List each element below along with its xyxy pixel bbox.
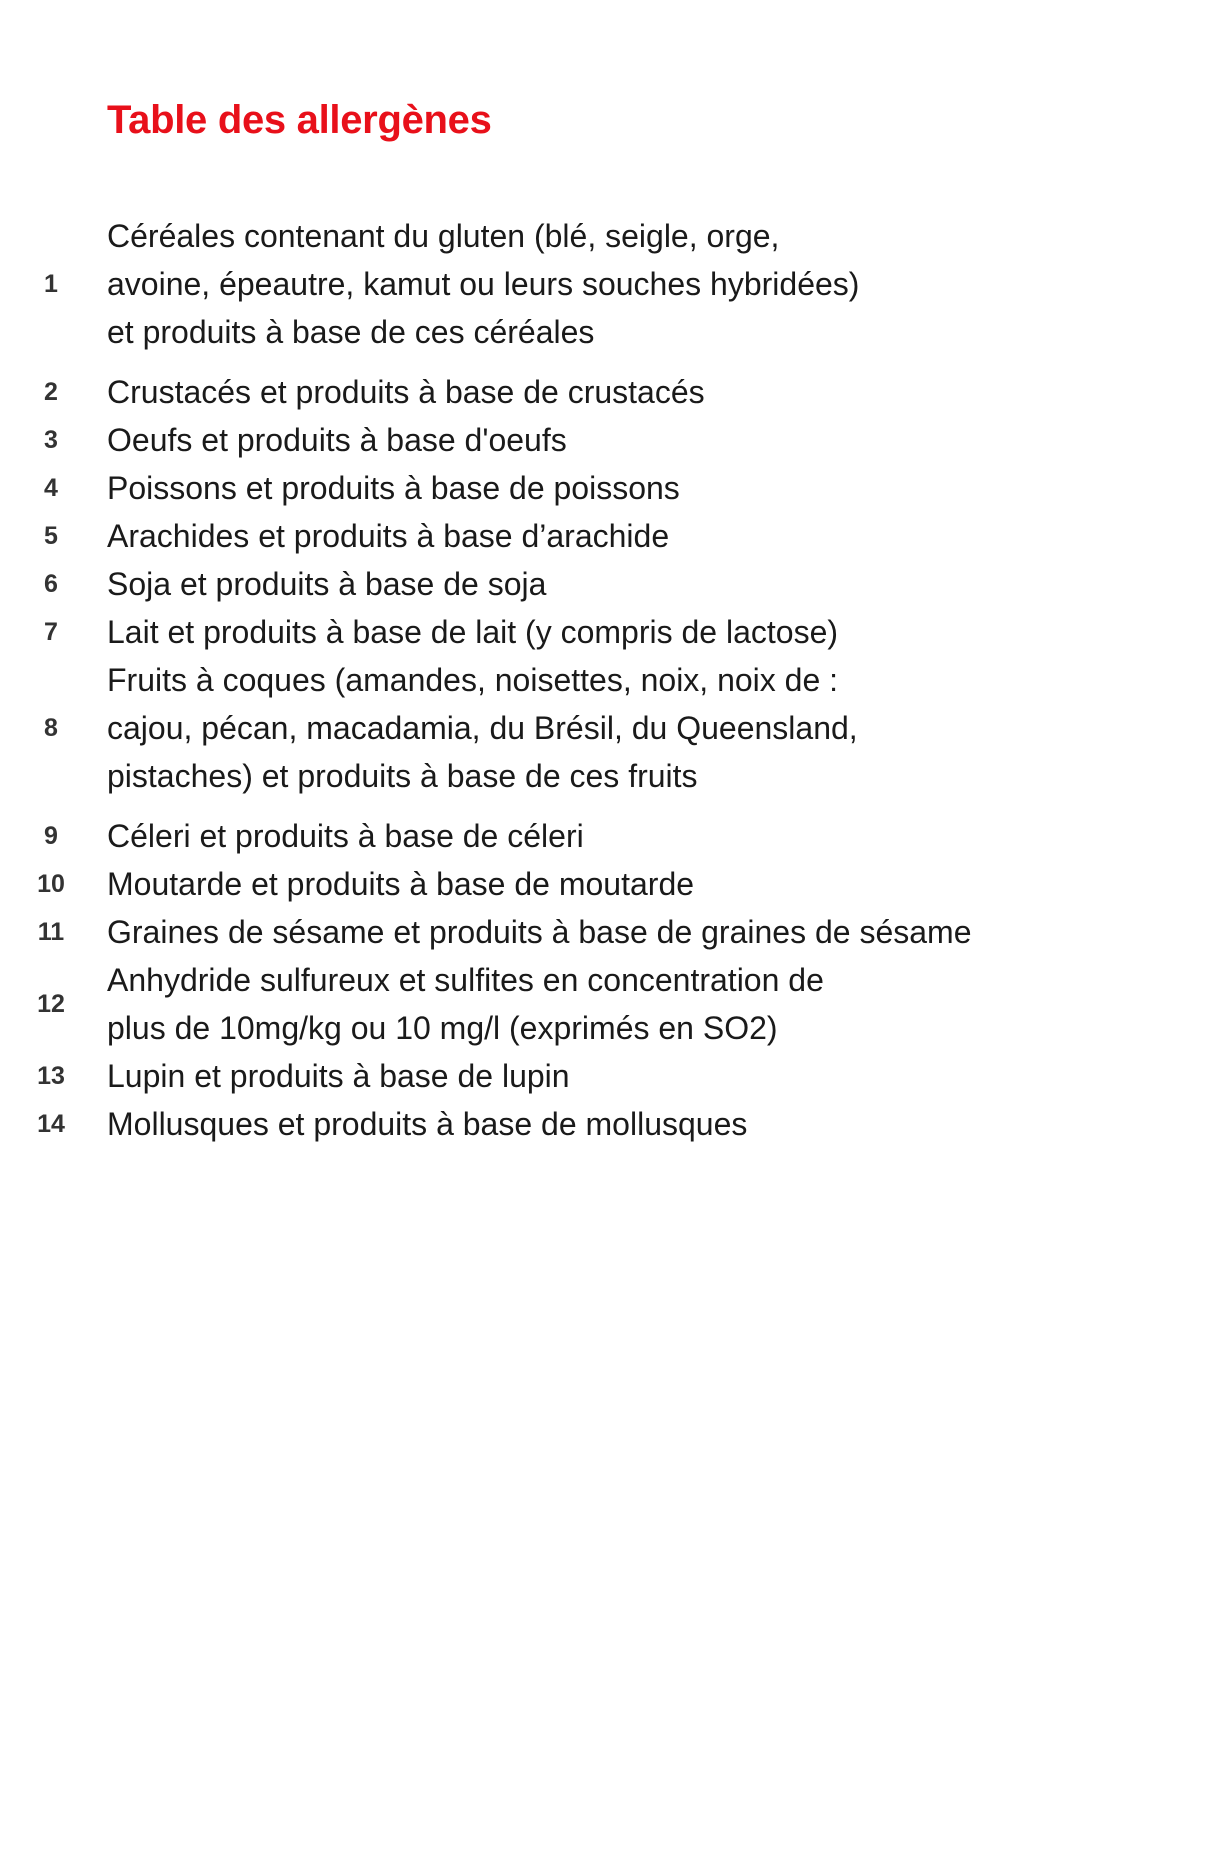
allergen-row-10	[0, 860, 1150, 908]
allergen-row-1	[0, 212, 1150, 356]
allergen-label: Poissons et produits à base de poissons	[107, 470, 680, 506]
allergen-number: 2	[44, 377, 58, 406]
allergen-row-5	[0, 512, 1150, 560]
allergen-number: 10	[37, 869, 65, 898]
allergen-label: Lupin et produits à base de lupin	[107, 1058, 570, 1094]
allergen-label: Graines de sésame et produits à base de graines de sésame	[107, 914, 972, 950]
allergen-number: 9	[44, 821, 58, 850]
allergen-row-13	[0, 1052, 1150, 1100]
allergen-label: Lait et produits à base de lait (y compris de lactose)	[107, 614, 839, 650]
allergen-list	[0, 212, 1150, 1148]
allergen-number: 3	[44, 425, 58, 454]
allergen-number: 1	[44, 269, 58, 298]
allergen-number: 12	[37, 989, 65, 1018]
page-title: Table des allergènes	[107, 98, 492, 142]
allergen-row-4	[0, 464, 1150, 512]
allergen-row-14	[0, 1100, 1150, 1148]
allergen-label: Arachides et produits à base d’arachide	[107, 518, 670, 554]
allergen-label: Anhydride sulfureux et sulfites en concentration de plus de 10mg/kg ou 10 mg/l (exprimés en SO2)	[107, 962, 824, 1046]
allergen-row-9	[0, 812, 1150, 860]
allergen-number: 6	[44, 569, 58, 598]
allergen-row-7	[0, 608, 1150, 656]
allergen-number: 14	[37, 1109, 65, 1138]
allergen-row-3	[0, 416, 1150, 464]
allergen-row-6	[0, 560, 1150, 608]
allergen-row-2	[0, 368, 1150, 416]
allergen-number: 13	[37, 1061, 65, 1090]
allergen-number: 7	[44, 617, 58, 646]
allergen-label: Mollusques et produits à base de mollusques	[107, 1106, 748, 1142]
allergen-label: Oeufs et produits à base d'oeufs	[107, 422, 567, 458]
allergen-row-11	[0, 908, 1150, 956]
allergen-number: 8	[44, 713, 58, 742]
allergen-number: 11	[37, 917, 65, 946]
allergen-label: Fruits à coques (amandes, noisettes, noix, noix de : cajou, pécan, macadamia, du Brésil, du Queensland, pistaches) et produits à base de ces fruits	[107, 662, 858, 794]
allergen-row-12	[0, 956, 1150, 1052]
allergen-label: Crustacés et produits à base de crustacés	[107, 374, 705, 410]
allergen-label: Céleri et produits à base de céleri	[107, 818, 584, 854]
allergen-label: Céréales contenant du gluten (blé, seigle, orge, avoine, épeautre, kamut ou leurs souches hybridées) et produits à base de ces céréales	[107, 218, 860, 350]
allergen-label: Moutarde et produits à base de moutarde	[107, 866, 695, 902]
allergen-label: Soja et produits à base de soja	[107, 566, 547, 602]
allergen-row-8	[0, 656, 1150, 800]
allergen-number: 5	[44, 521, 58, 550]
allergen-number: 4	[44, 473, 58, 502]
